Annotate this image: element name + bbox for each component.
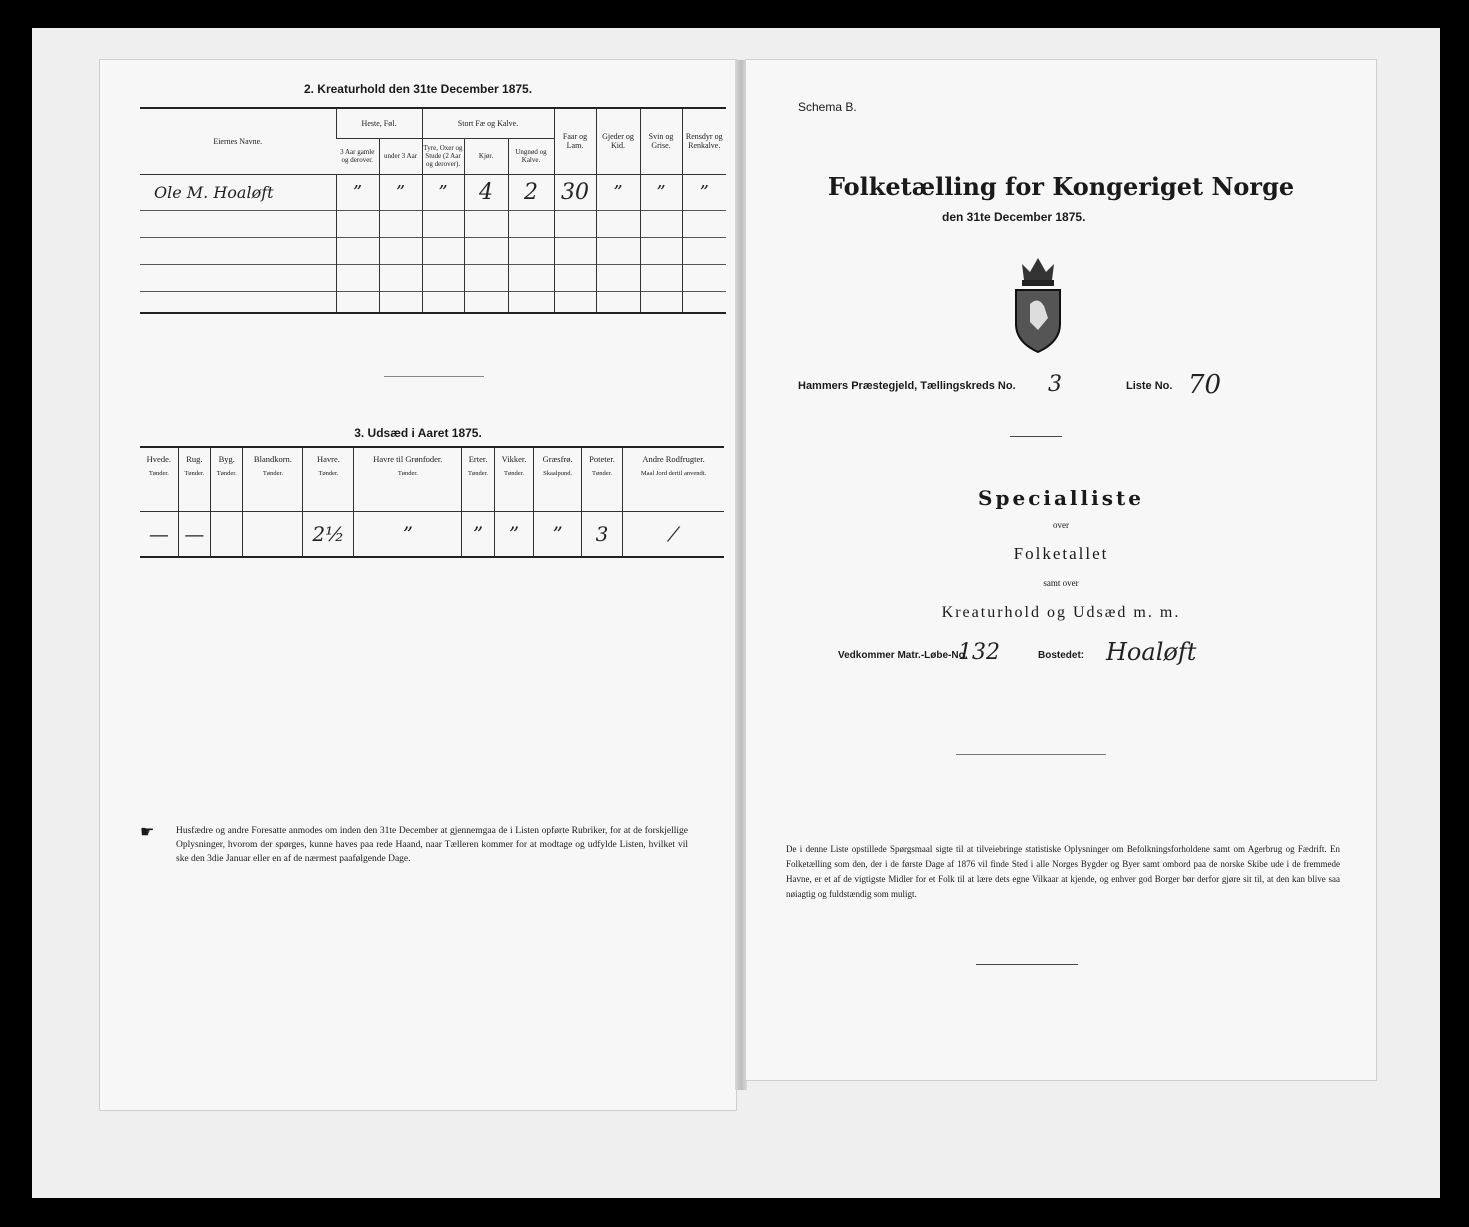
intro-text: De i denne Liste opstillede Spørgsmaal sigte til at tilveiebringe statistiske Oplysninger om Befolkningsforholdene samt om Agerbrug og Fædrift. En Folketælling som den, der i de første Dage af 1876 vil finde Sted i alle Norges Bygder og Byer samt ombord paa de norske Skibe ude i de fremmede Havne, er et af de vigtigste Midler for et Folk til at lære dets egne Vilkaar at kjende, og enhver god Borger bør derfor gjøre sit til, at den kan blive saa nøiagtig og fuldstændig som muligt.: [786, 844, 1340, 899]
pigs-value: ”: [640, 174, 682, 210]
seed-header-name: Blandkorn.: [253, 454, 292, 464]
kreds-number: 3: [1048, 372, 1062, 397]
seed-header-unit: Tønder.: [397, 470, 418, 477]
seed-header-0: [140, 447, 178, 511]
pointing-hand-icon: ☛: [140, 824, 155, 841]
seed-value-0: —: [148, 521, 169, 546]
section3-title: 3. Udsæd i Aaret 1875.: [354, 426, 482, 440]
special-heading: Specialliste: [978, 486, 1144, 510]
seed-header-name: Poteter.: [589, 454, 615, 464]
horses-header: Heste, Føl.: [336, 108, 422, 138]
seed-header-name: Havre.: [316, 454, 340, 464]
seed-header-name: Hvede.: [146, 454, 171, 464]
seed-header-unit: Skaalpund.: [543, 470, 573, 477]
bostedet-value: Hoaløft: [1106, 638, 1197, 666]
table-row: [140, 237, 726, 264]
young-cattle-header: Ungnød og Kalve.: [508, 138, 554, 174]
table-row: [140, 174, 726, 210]
sheep-value: 30: [554, 174, 596, 210]
bulls-header: Tyre, Oxer og Stude (2 Aar og derover).: [422, 138, 464, 174]
seed-header-unit: Tønder.: [216, 470, 237, 477]
sheep-header: Faar og Lam.: [554, 108, 596, 174]
seed-header-4: [303, 447, 354, 511]
seed-value-1: —: [178, 511, 210, 557]
notice-text: Husfædre og andre Foresatte anmodes om inden den 31te December at gjennemgaa de i Listen opførte Rubriker, for at de forskjellige Oplysninger, hvorom der spørges, kunne haves paa rede Haand, naar Tælleren kommer for at modtage og udfylde Listen, hvilket vil ske den 3die Januar eller en af de nærmest paafølgende Dage.: [176, 826, 688, 864]
seed-header-unit: Tønder.: [262, 470, 283, 477]
table-row: [140, 264, 726, 291]
schema-label: Schema B.: [798, 100, 857, 114]
liste-label: Liste No.: [1126, 380, 1173, 392]
seed-value-2: [211, 511, 243, 557]
goats-value: ”: [596, 174, 640, 210]
seed-header-unit: Maal Jord dertil anvendt.: [640, 470, 707, 477]
seed-value-3: [243, 511, 303, 557]
owner-name: Ole M. Hoaløft: [154, 182, 274, 202]
goats-header: Gjeder og Kid.: [596, 108, 640, 174]
seed-header-8: [534, 447, 582, 511]
seed-header-5: [354, 447, 462, 511]
seed-value-10: ⁄: [623, 511, 724, 557]
seed-header-unit: Tønder.: [184, 470, 205, 477]
table-row: [140, 291, 726, 313]
seed-header-name: Vikker.: [501, 454, 527, 464]
over-text: over: [1053, 520, 1069, 530]
cattle-header: Stort Fæ og Kalve.: [422, 108, 554, 138]
seed-header-7: [494, 447, 534, 511]
matr-label: Vedkommer Matr.-Løbe-No.: [838, 650, 968, 661]
bostedet-label: Bostedet:: [1038, 650, 1085, 661]
seed-header-name: Byg.: [218, 454, 235, 464]
seed-value-8: ”: [534, 511, 582, 557]
seed-value-9: 3: [581, 511, 622, 557]
seed-header-name: Græsfrø.: [542, 454, 573, 464]
seed-header-unit: Tønder.: [592, 470, 613, 477]
seed-header-6: [462, 447, 494, 511]
left-page: [100, 60, 736, 1110]
table-row: [140, 210, 726, 237]
seed-header-name: Havre til Grønfoder.: [373, 454, 443, 464]
seed-header-unit: Tønder.: [503, 470, 525, 477]
young-cattle-value: 2: [508, 174, 554, 210]
seed-header-2: [211, 447, 243, 511]
horses-under3-header: under 3 Aar: [379, 138, 422, 174]
seed-table: [140, 446, 724, 558]
seed-value-5: ”: [354, 511, 462, 557]
seed-value-7: ”: [494, 511, 534, 557]
page-subtitle: den 31te December 1875.: [942, 210, 1086, 224]
cows-header: Kjør.: [464, 138, 508, 174]
reindeer-header: Rensdyr og Renkalve.: [682, 108, 726, 174]
seed-value-4: 2½: [303, 511, 354, 557]
seed-header-unit: Tønder.: [148, 470, 169, 477]
page-title: Folketælling for Kongeriget Norge: [827, 172, 1295, 201]
seed-value-6: ”: [462, 511, 494, 557]
folketallet-heading: Folketallet: [1013, 544, 1109, 563]
divider: [384, 376, 484, 377]
seed-header-unit: Tønder.: [467, 470, 489, 477]
horses-under3-value: ”: [379, 174, 422, 210]
owner-header: Eiernes Navne.: [213, 136, 263, 146]
seed-header-name: Rug.: [186, 454, 203, 464]
matr-number: 132: [958, 640, 1000, 665]
seed-header-1: [178, 447, 210, 511]
pigs-header: Svin og Grise.: [640, 108, 682, 174]
cows-value: 4: [464, 174, 508, 210]
seed-header-3: [243, 447, 303, 511]
seed-header-unit: Tønder.: [318, 470, 339, 477]
liste-number: 70: [1188, 370, 1222, 400]
samt-over-text: samt over: [1043, 578, 1079, 588]
bulls-value: ”: [422, 174, 464, 210]
seed-header-9: [581, 447, 622, 511]
seed-header-10: [623, 447, 724, 511]
horses-3plus-header: 3 Aar gamle og derover.: [340, 148, 375, 164]
reindeer-value: ”: [682, 174, 726, 210]
divider: [976, 964, 1078, 965]
horses-3plus-value: ”: [336, 174, 379, 210]
divider: [956, 754, 1106, 755]
seed-header-name: Andre Rodfrugter.: [642, 454, 705, 464]
livestock-table: [140, 107, 726, 314]
divider: [1010, 436, 1062, 437]
section2-title: 2. Kreaturhold den 31te December 1875.: [303, 82, 533, 96]
seed-header-name: Erter.: [468, 454, 488, 464]
parish-label: Hammers Præstegjeld, Tællingskreds No.: [798, 380, 1016, 392]
coat-of-arms-icon: [1008, 256, 1068, 354]
right-page: [746, 60, 1376, 1080]
kreaturhold-heading: Kreaturhold og Udsæd m. m.: [941, 604, 1181, 621]
